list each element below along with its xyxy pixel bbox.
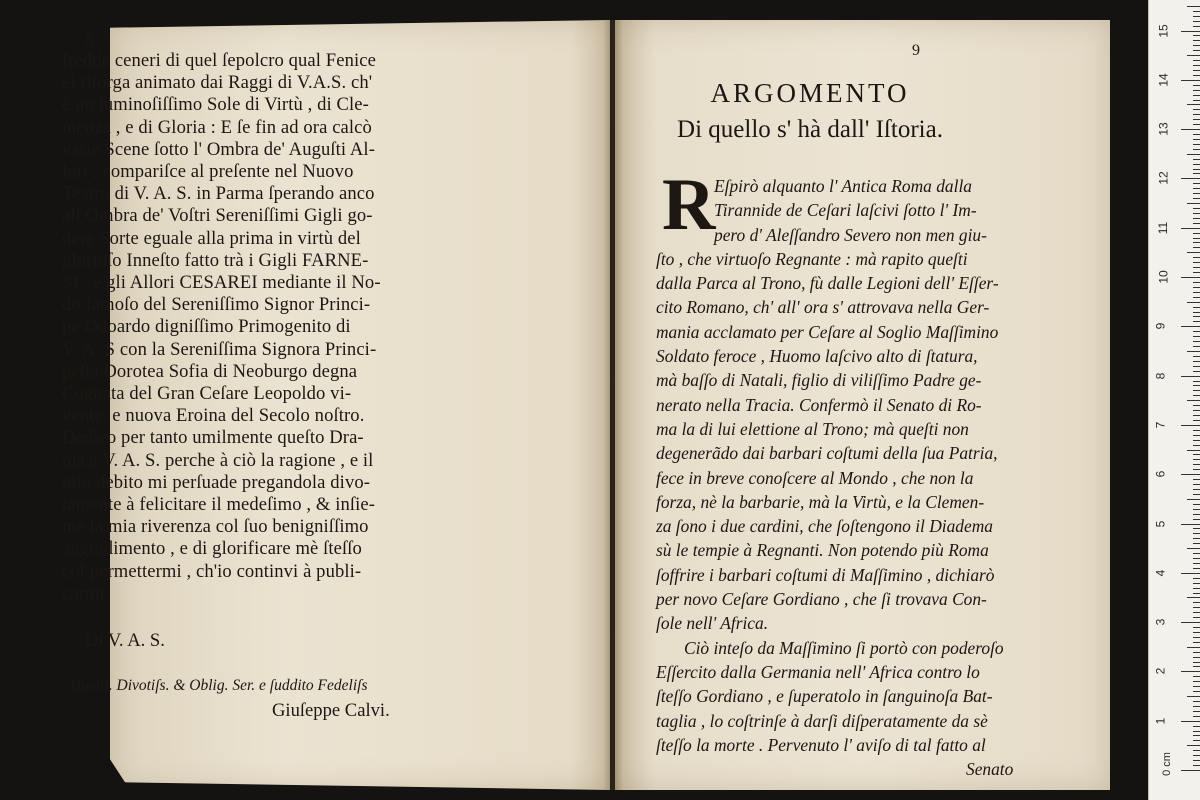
ruler-tick — [1193, 208, 1200, 209]
ruler-tick — [1193, 272, 1200, 273]
ruler-tick — [1193, 691, 1200, 692]
ruler-unit-label: 0 cm — [1160, 752, 1173, 776]
text-line: nerato nella Tracia. Confermò il Senato di Ro- — [656, 394, 982, 415]
ruler-tick — [1193, 40, 1200, 41]
ruler-tick — [1193, 740, 1200, 741]
ruler-tick — [1193, 193, 1200, 194]
ruler-tick — [1181, 129, 1200, 130]
ruler-tick — [1193, 760, 1200, 761]
measurement-ruler — [1148, 0, 1200, 800]
ruler-tick — [1181, 178, 1200, 179]
text-line: Soldato feroce , Huomo laſcivo alto di ſtatura, — [656, 346, 978, 367]
ruler-tick — [1193, 563, 1200, 564]
text-line: carmi — [62, 582, 105, 604]
ruler-tick — [1193, 287, 1200, 288]
ruler-tick — [1193, 390, 1200, 391]
text-line: degenerãdo dai barbari coſtumi della ſua Patria, — [656, 443, 998, 464]
ruler-tick — [1193, 312, 1200, 313]
ruler-tick — [1187, 302, 1200, 303]
ruler-tick — [1181, 770, 1200, 771]
page-title: ARGOMENTO — [710, 78, 910, 108]
ruler-tick — [1193, 612, 1200, 613]
ruler-tick — [1193, 307, 1200, 308]
ruler-tick — [1193, 366, 1200, 367]
text-line: all Ombra de' Voſtri Sereniſſimi Gigli go- — [62, 205, 373, 227]
ruler-number: 7 — [1153, 421, 1168, 429]
ruler-tick — [1193, 11, 1200, 12]
ruler-tick — [1193, 583, 1200, 584]
ruler-tick — [1193, 637, 1200, 638]
ruler-tick — [1193, 45, 1200, 46]
text-line: sù le tempie à Regnanti. Non potendo più Roma — [656, 540, 989, 561]
text-line: mania acclamato per Ceſare al Soglio Maſſimino — [656, 321, 999, 342]
ruler-tick — [1193, 60, 1200, 61]
ruler-tick — [1193, 26, 1200, 27]
dedication-line: Di V. A. S. — [85, 630, 165, 651]
text-line: ma à V. A. S. perche à ciò la ragione , e il — [62, 449, 374, 471]
text-line: taglia , lo coſtrinſe à darſi diſperatamente da sè — [656, 710, 988, 731]
text-line: lori , compariſce al preſente nel Nuovo — [62, 161, 354, 183]
ruler-tick — [1193, 297, 1200, 298]
text-line: ſole nell' Africa. — [656, 613, 769, 634]
ruler-number: 11 — [1156, 221, 1171, 234]
text-line: pero d' Aleſſandro Severo non men giu- — [714, 224, 987, 245]
ruler-number: 2 — [1153, 668, 1168, 675]
text-line: glorioſo Inneſto fatto trà i Gigli FARNE- — [62, 249, 369, 271]
ruler-tick — [1193, 316, 1200, 317]
ruler-tick — [1193, 627, 1200, 628]
ruler-tick — [1187, 104, 1200, 105]
ruler-tick — [1193, 716, 1200, 717]
ruler-tick — [1193, 247, 1200, 248]
ruler-tick — [1193, 489, 1200, 490]
ruler-tick — [1193, 558, 1200, 559]
ruler-tick — [1193, 538, 1200, 539]
left-page-body — [62, 50, 452, 605]
ruler-tick — [1193, 346, 1200, 347]
text-line: peſſa Dorotea Sofia di Neoburgo degna — [62, 360, 358, 382]
text-line: Eſſercito dalla Germania nell' Africa contro lo — [656, 661, 980, 682]
ruler-tick — [1193, 95, 1200, 96]
ruler-tick — [1193, 238, 1200, 239]
ruler-tick — [1193, 578, 1200, 579]
ruler-tick — [1193, 533, 1200, 534]
ruler-tick — [1187, 499, 1200, 500]
catchword: Senato — [966, 759, 1014, 780]
ruler-tick — [1193, 509, 1200, 510]
ruler-tick — [1193, 666, 1200, 667]
text-line: dere Sorte eguale alla prima in virtù del — [62, 227, 361, 249]
ruler-tick — [1193, 701, 1200, 702]
ruler-tick — [1193, 16, 1200, 17]
ruler-tick — [1193, 100, 1200, 101]
ruler-tick — [1193, 75, 1200, 76]
ruler-tick — [1193, 568, 1200, 569]
left-page-number: 8 — [85, 32, 93, 49]
ruler-tick — [1181, 425, 1200, 426]
text-line: fredde ceneri di quel ſepolcro qual Fenice — [62, 50, 376, 71]
ruler-tick — [1193, 415, 1200, 416]
ruler-tick — [1193, 188, 1200, 189]
ruler-tick — [1193, 420, 1200, 421]
ruler-number: 5 — [1153, 520, 1168, 527]
ruler-tick — [1181, 474, 1200, 475]
text-line: dalla Parca al Trono, fù dalle Legioni dell' Eſſer- — [656, 273, 999, 294]
ruler-tick — [1193, 519, 1200, 520]
ruler-tick — [1193, 440, 1200, 441]
ruler-tick — [1193, 410, 1200, 411]
ruler-tick — [1193, 50, 1200, 51]
ruler-tick — [1193, 218, 1200, 219]
text-line: mio debito mi perſuade pregandola divo- — [62, 471, 371, 493]
signature-line: Humil. Divotiſs. & Oblig. Ser. e ſuddito Fedeliſs — [70, 677, 368, 694]
ruler-tick — [1181, 326, 1200, 327]
ruler-tick — [1187, 450, 1200, 451]
text-line: ſteſſo la morte . Pervenuto l' aviſo di tal fatto al — [656, 734, 986, 755]
ruler-tick — [1193, 381, 1200, 382]
text-line: per novo Ceſare Gordiano , che ſi trovava Con- — [656, 589, 987, 610]
ruler-tick — [1187, 351, 1200, 352]
text-line: varie Scene ſotto l' Ombra de' Auguſti Al- — [62, 138, 375, 160]
text-line: ſteſſo Gordiano , e ſuperatolo in ſanguinoſa Bat- — [656, 686, 993, 707]
text-line: SI , e gli Allori CESAREI mediante il No- — [62, 272, 381, 294]
ruler-tick — [1193, 233, 1200, 234]
ruler-tick — [1187, 597, 1200, 598]
ruler-tick — [1193, 144, 1200, 145]
ruler-tick — [1193, 90, 1200, 91]
text-line: tamente à felicitare il medeſimo , & inſie- — [62, 494, 376, 516]
ruler-tick — [1193, 70, 1200, 71]
ruler-tick — [1193, 371, 1200, 372]
ruler-number: 6 — [1153, 470, 1168, 478]
text-line: Dedico per tanto umilmente queſto Dra- — [62, 427, 364, 449]
ruler-tick — [1187, 6, 1200, 7]
text-line: ſto , che virtuoſo Regnante : mà rapito queſti — [656, 248, 968, 269]
ruler-tick — [1181, 277, 1200, 278]
ruler-tick — [1193, 119, 1200, 120]
ruler-tick — [1193, 755, 1200, 756]
text-line: ſoffrire i barbari coſtumi di Maſſimino , dichiarò — [656, 564, 995, 585]
ruler-tick — [1193, 494, 1200, 495]
text-line: è un luminoſiſſimo Sole di Virtù , di Cle- — [62, 94, 369, 116]
text-line: me la mia riverenza col ſuo benigniſſimo — [62, 516, 369, 538]
ruler-tick — [1193, 242, 1200, 243]
ruler-tick — [1193, 336, 1200, 337]
ruler-tick — [1181, 622, 1200, 623]
ruler-tick — [1187, 55, 1200, 56]
text-line: Cognata del Gran Ceſare Leopoldo vi- — [62, 383, 352, 405]
ruler-tick — [1193, 454, 1200, 455]
ruler-tick — [1193, 430, 1200, 431]
text-line: cito Romano, ch' all' ora s' attrovava nella Ger- — [656, 297, 990, 318]
ruler-tick — [1193, 617, 1200, 618]
ruler-tick — [1193, 257, 1200, 258]
ruler-tick — [1193, 198, 1200, 199]
text-line: fece in breve conoſcere al Mondo , che non la — [656, 467, 974, 488]
ruler-tick — [1181, 376, 1200, 377]
ruler-tick — [1193, 553, 1200, 554]
ruler-number: 14 — [1156, 73, 1171, 87]
text-line: do famoſo del Sereniſſimo Signor Princi- — [62, 294, 371, 316]
ruler-tick — [1193, 169, 1200, 170]
ruler-tick — [1193, 464, 1200, 465]
ruler-tick — [1181, 524, 1200, 525]
ruler-tick — [1193, 321, 1200, 322]
ruler-tick — [1193, 341, 1200, 342]
ruler-tick — [1193, 85, 1200, 86]
ruler-tick — [1193, 726, 1200, 727]
right-page-body — [656, 174, 1056, 781]
text-line: mà baſſo di Natali, figlio di viliſſimo Padre ge- — [656, 370, 982, 391]
ruler-tick — [1193, 183, 1200, 184]
ruler-tick — [1187, 745, 1200, 746]
ruler-tick — [1193, 543, 1200, 544]
ruler-tick — [1193, 356, 1200, 357]
ruler-tick — [1193, 149, 1200, 150]
ruler-tick — [1187, 252, 1200, 253]
ruler-tick — [1193, 213, 1200, 214]
ruler-number: 4 — [1153, 569, 1168, 577]
ruler-tick — [1187, 400, 1200, 401]
ruler-tick — [1193, 528, 1200, 529]
ruler-tick — [1181, 80, 1200, 81]
text-line: pe Odoardo digniſſimo Primogenito di — [62, 316, 351, 338]
ruler-tick — [1193, 750, 1200, 751]
right-page-number: 9 — [912, 42, 920, 59]
ruler-tick — [1193, 65, 1200, 66]
ruler-tick — [1193, 114, 1200, 115]
ruler-tick — [1181, 671, 1200, 672]
ruler-number: 8 — [1153, 372, 1168, 379]
ruler-number: 10 — [1156, 270, 1171, 284]
text-line: Eſpirò alquanto l' Antica Roma dalla — [714, 176, 972, 196]
book-gutter — [603, 20, 623, 790]
ruler-number: 15 — [1156, 23, 1171, 38]
ruler-tick — [1193, 676, 1200, 677]
ruler-tick — [1193, 706, 1200, 707]
ruler-tick — [1193, 686, 1200, 687]
ruler-tick — [1193, 607, 1200, 608]
ruler-tick — [1193, 331, 1200, 332]
text-line: forza, nè la barbarie, mà la Virtù, e la Clemen- — [656, 491, 985, 512]
text-line: za ſono i due cardini, che ſoſtengono il Diadema — [656, 516, 993, 537]
text-line: vente, e nuova Eroina del Secolo noſtro. — [62, 405, 365, 427]
ruler-tick — [1187, 696, 1200, 697]
text-line: menza , e di Gloria : E ſe fin ad ora calcò — [62, 116, 372, 138]
ruler-tick — [1181, 31, 1200, 32]
ruler-tick — [1193, 765, 1200, 766]
ruler-tick — [1193, 711, 1200, 712]
ruler-tick — [1193, 124, 1200, 125]
ruler-number: 1 — [1153, 717, 1168, 725]
ruler-tick — [1193, 385, 1200, 386]
ruler-tick — [1193, 139, 1200, 140]
ruler-tick — [1193, 642, 1200, 643]
ruler-tick — [1181, 228, 1200, 229]
ruler-tick — [1193, 164, 1200, 165]
ruler-tick — [1193, 657, 1200, 658]
ruler-number: 3 — [1153, 618, 1168, 626]
ruler-tick — [1193, 282, 1200, 283]
text-line: aggradimento , e di glorificare mè ſteſſo — [62, 538, 362, 560]
ruler-tick — [1193, 292, 1200, 293]
ruler-tick — [1193, 21, 1200, 22]
text-line: col permettermi , ch'io continvi à publi- — [62, 560, 362, 582]
ruler-tick — [1187, 548, 1200, 549]
ruler-tick — [1193, 223, 1200, 224]
ruler-tick — [1193, 632, 1200, 633]
ruler-tick — [1193, 109, 1200, 110]
ruler-number: 9 — [1153, 322, 1168, 330]
ruler-tick — [1193, 445, 1200, 446]
ruler-number: 13 — [1156, 122, 1171, 136]
ruler-tick — [1193, 267, 1200, 268]
ruler-tick — [1187, 154, 1200, 155]
ruler-tick — [1187, 203, 1200, 204]
ruler-tick — [1193, 479, 1200, 480]
page-subtitle: Di quello s' hà dall' Iſtoria. — [677, 116, 943, 143]
ruler-tick — [1187, 647, 1200, 648]
ruler-tick — [1193, 469, 1200, 470]
signature-name: Giuſeppe Calvi. — [272, 700, 390, 721]
ruler-tick — [1193, 504, 1200, 505]
text-line: Tirannide de Ceſari laſcivi ſotto l' Im- — [714, 200, 977, 221]
ruler-tick — [1193, 681, 1200, 682]
ruler-tick — [1193, 173, 1200, 174]
ruler-tick — [1193, 602, 1200, 603]
ruler-tick — [1181, 721, 1200, 722]
ruler-tick — [1193, 35, 1200, 36]
ruler-number: 12 — [1156, 171, 1171, 186]
ruler-tick — [1181, 573, 1200, 574]
ruler-tick — [1193, 262, 1200, 263]
ruler-tick — [1193, 662, 1200, 663]
ruler-tick — [1193, 514, 1200, 515]
text-line: Teatro di V. A. S. in Parma ſperando anco — [62, 183, 375, 205]
text-line: ma la di lui elettione al Trono; mà queſti non — [656, 418, 969, 439]
ruler-tick — [1193, 735, 1200, 736]
ruler-tick — [1193, 395, 1200, 396]
ruler-tick — [1193, 405, 1200, 406]
ruler-tick — [1193, 134, 1200, 135]
text-line: Ciò inteſo da Maſſimino ſi portò con poderoſo — [684, 637, 1004, 658]
ruler-tick — [1193, 652, 1200, 653]
ruler-tick — [1193, 459, 1200, 460]
drop-cap: R — [662, 164, 716, 246]
text-line: ei riſorga animato dai Raggi di V.A.S. ch' — [62, 72, 373, 94]
text-line: V. A. S con la Sereniſſima Signora Princi- — [62, 338, 377, 360]
ruler-tick — [1193, 484, 1200, 485]
ruler-tick — [1193, 435, 1200, 436]
ruler-tick — [1193, 588, 1200, 589]
ruler-tick — [1193, 361, 1200, 362]
ruler-tick — [1193, 159, 1200, 160]
ruler-tick — [1193, 731, 1200, 732]
ruler-tick — [1193, 593, 1200, 594]
